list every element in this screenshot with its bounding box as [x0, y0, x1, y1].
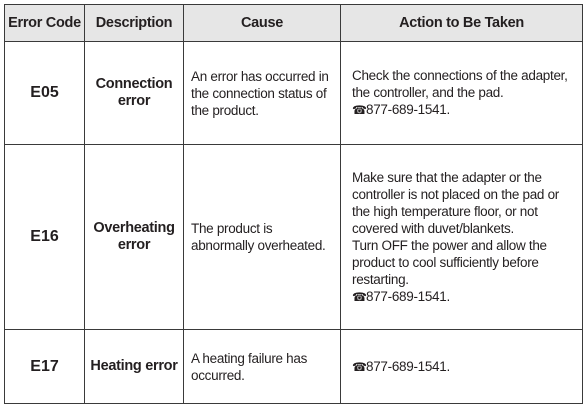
telephone-icon: ☎	[352, 103, 367, 117]
cause-cell: A heating failure has occurred.	[184, 330, 341, 404]
header-action: Action to Be Taken	[341, 5, 583, 42]
description-cell: Overheating error	[85, 145, 184, 330]
phone-number: 877-689-1541.	[366, 358, 450, 374]
action-cell	[341, 42, 583, 145]
phone-line	[352, 101, 576, 119]
header-error-code: Error Code	[5, 5, 85, 42]
error-code-cell: E05	[5, 42, 85, 145]
header-description: Description	[85, 5, 184, 42]
phone-line	[352, 288, 576, 306]
header-cause: Cause	[184, 5, 341, 42]
action-cell	[341, 145, 583, 330]
table-row	[5, 42, 583, 145]
error-code-table-container	[4, 4, 583, 404]
error-code-cell: E17	[5, 330, 85, 404]
error-code-table	[4, 4, 583, 404]
action-text: Turn OFF the power and allow the product to cool sufficiently before restarting.	[352, 237, 547, 287]
cause-cell: The product is abnormally overheated.	[184, 145, 341, 330]
action-text: Check the connections of the adapter, the controller, and the pad.	[352, 68, 568, 100]
action-text: Make sure that the adapter or the controller is not placed on the pad or the high temperature floor, or not covered with duvet/blankets.	[352, 169, 559, 236]
description-cell: Heating error	[85, 330, 184, 404]
cause-cell: An error has occurred in the connection status of the product.	[184, 42, 341, 145]
description-cell: Connection error	[85, 42, 184, 145]
error-code-cell: E16	[5, 145, 85, 330]
phone-number: 877-689-1541.	[366, 102, 450, 117]
phone-line	[352, 358, 576, 376]
table-header-row	[5, 5, 583, 42]
telephone-icon: ☎	[352, 289, 367, 304]
table-row	[5, 145, 583, 330]
table-row	[5, 330, 583, 404]
phone-number: 877-689-1541.	[366, 288, 450, 304]
action-cell	[341, 330, 583, 404]
telephone-icon: ☎	[352, 359, 367, 374]
